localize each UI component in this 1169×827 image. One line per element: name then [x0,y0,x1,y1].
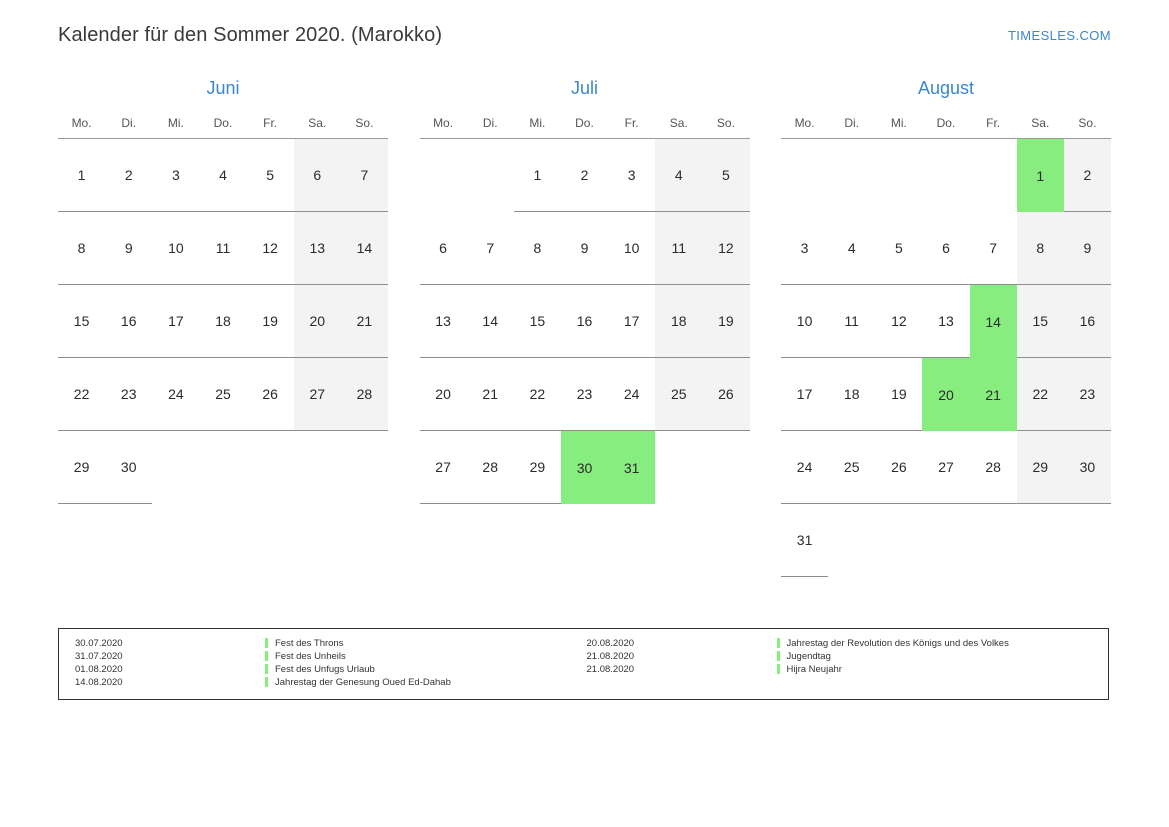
week-row [781,431,1111,504]
day-cell[interactable]: 17 [608,285,655,358]
day-cell[interactable]: 13 [420,285,467,358]
day-cell[interactable]: 2 [105,139,152,213]
day-cell-empty [341,431,388,504]
legend-date: 21.08.2020 [586,651,635,662]
day-cell[interactable]: 21 [341,285,388,358]
weekday-header: So. [1064,115,1111,139]
legend-label: Hijra Neujahr [786,664,842,675]
month-block [58,78,388,577]
legend-column-right [587,637,1099,689]
day-cell[interactable]: 6 [922,212,969,285]
day-cell[interactable]: 9 [1064,212,1111,285]
day-cell-empty [1064,504,1111,577]
legend-color-swatch [777,638,780,648]
legend-label: Fest des Throns [275,638,344,649]
day-cell[interactable]: 5 [702,139,749,213]
weekday-header: Fr. [608,115,655,139]
day-cell[interactable]: 11 [199,212,246,285]
day-cell[interactable]: 2 [561,139,608,213]
legend-date: 21.08.2020 [586,664,635,675]
week-row [781,358,1111,431]
day-cell-empty [702,431,749,504]
week-row [781,504,1111,577]
weekday-header: Do. [561,115,608,139]
day-cell[interactable]: 26 [702,358,749,431]
day-cell[interactable]: 15 [514,285,561,358]
legend-date: 01.08.2020 [75,664,123,675]
day-cell[interactable]: 17 [781,358,828,431]
weekday-header: So. [341,115,388,139]
day-cell[interactable]: 27 [420,431,467,504]
day-cell[interactable]: 12 [702,212,749,285]
day-cell-empty [294,431,341,504]
day-cell[interactable]: 23 [1064,358,1111,431]
month-name: Juni [206,78,240,98]
weekday-header: Di. [467,115,514,139]
day-cell[interactable]: 24 [781,431,828,504]
day-cell[interactable]: 4 [828,212,875,285]
day-cell[interactable]: 19 [247,285,294,358]
weekday-header: Sa. [655,115,702,139]
day-cell[interactable]: 19 [702,285,749,358]
day-cell[interactable]: 13 [294,212,341,285]
day-cell[interactable]: 14 [467,285,514,358]
day-cell[interactable]: 21 [467,358,514,431]
page-title: Kalender für den Sommer 2020. (Marokko) [58,23,443,46]
day-cell[interactable]: 31 [781,504,828,577]
day-cell[interactable]: 30 [105,431,152,504]
legend-color-swatch [265,664,268,674]
day-cell[interactable]: 9 [561,212,608,285]
day-cell[interactable]: 23 [105,358,152,431]
day-cell-holiday[interactable]: 14 [970,285,1017,358]
day-cell[interactable]: 27 [922,431,969,504]
day-cell[interactable]: 25 [199,358,246,431]
week-row [420,139,750,213]
legend-color-swatch [265,651,268,661]
day-cell[interactable]: 13 [922,285,969,358]
day-cell[interactable]: 1 [58,139,105,213]
legend-item [587,650,1099,663]
day-cell-empty [1017,504,1064,577]
day-cell[interactable]: 10 [608,212,655,285]
weekday-header: Do. [199,115,246,139]
month-table [420,115,750,504]
day-cell-holiday[interactable]: 20 [922,358,969,431]
day-cell[interactable]: 6 [420,212,467,285]
day-cell[interactable]: 19 [875,358,922,431]
week-row [781,285,1111,358]
weekday-header: Fr. [247,115,294,139]
legend-date: 30.07.2020 [75,638,123,649]
day-cell-empty [970,139,1017,213]
day-cell-empty [875,139,922,213]
week-row [58,358,388,431]
legend-item [587,637,1099,650]
day-cell[interactable]: 28 [970,431,1017,504]
day-cell-empty [152,431,199,504]
day-cell-empty [828,139,875,213]
day-cell[interactable]: 16 [105,285,152,358]
day-cell-holiday[interactable]: 1 [1017,139,1064,213]
weekday-header: Mo. [58,115,105,139]
legend-date: 31.07.2020 [75,651,123,662]
month-table [58,115,388,504]
day-cell-holiday[interactable]: 31 [608,431,655,504]
legend-label: Jahrestag der Genesung Oued Ed-Dahab [275,677,451,688]
day-cell[interactable]: 18 [828,358,875,431]
weekday-header: Mi. [514,115,561,139]
weekday-header: Do. [922,115,969,139]
weekday-header: Mo. [420,115,467,139]
month-table [781,115,1111,577]
weekday-header-row [58,115,388,139]
month-block [420,78,750,577]
day-cell[interactable]: 4 [199,139,246,213]
day-cell-empty [467,139,514,213]
legend-color-swatch [777,651,780,661]
day-cell[interactable]: 11 [828,285,875,358]
day-cell[interactable]: 8 [1017,212,1064,285]
day-cell[interactable]: 8 [514,212,561,285]
day-cell[interactable]: 17 [152,285,199,358]
day-cell-empty [828,504,875,577]
day-cell[interactable]: 28 [467,431,514,504]
legend-item [75,637,587,650]
legend-label: Jahrestag der Revolution des Königs und des Volkes [786,638,1009,649]
page-header [58,18,1111,52]
week-row [58,212,388,285]
week-row [420,358,750,431]
day-cell-empty [922,139,969,213]
day-cell[interactable]: 11 [655,212,702,285]
day-cell[interactable]: 12 [247,212,294,285]
month-name: Juli [570,78,598,98]
day-cell[interactable]: 10 [152,212,199,285]
legend-item [75,676,587,689]
week-row [420,431,750,504]
day-cell[interactable]: 9 [105,212,152,285]
day-cell-empty [247,431,294,504]
day-cell[interactable]: 25 [828,431,875,504]
day-cell[interactable]: 12 [875,285,922,358]
day-cell-empty [420,139,467,213]
legend-item [587,663,1099,676]
weekday-header: Fr. [970,115,1017,139]
week-row [781,212,1111,285]
legend-label: Fest des Unheils [275,651,346,662]
day-cell[interactable]: 15 [1017,285,1064,358]
day-cell[interactable]: 4 [655,139,702,213]
day-cell[interactable]: 1 [514,139,561,213]
day-cell[interactable]: 23 [561,358,608,431]
legend-item [75,650,587,663]
day-cell[interactable]: 29 [58,431,105,504]
day-cell[interactable]: 22 [1017,358,1064,431]
week-row [58,139,388,213]
week-row [781,139,1111,213]
legend-color-swatch [265,638,268,648]
weekday-header: Mi. [152,115,199,139]
weekday-header-row [781,115,1111,139]
day-cell-holiday[interactable]: 30 [561,431,608,504]
weekday-header: Di. [828,115,875,139]
day-cell[interactable]: 24 [152,358,199,431]
day-cell[interactable]: 8 [58,212,105,285]
week-row [58,285,388,358]
day-cell-empty [875,504,922,577]
day-cell[interactable]: 22 [58,358,105,431]
day-cell[interactable]: 20 [294,285,341,358]
day-cell[interactable]: 14 [341,212,388,285]
month-name: August [917,78,975,98]
day-cell[interactable]: 18 [655,285,702,358]
weekday-header: Mo. [781,115,828,139]
day-cell[interactable]: 22 [514,358,561,431]
day-cell[interactable]: 16 [1064,285,1111,358]
weekday-header: So. [702,115,749,139]
legend-date: 20.08.2020 [586,638,635,649]
weekday-header: Sa. [1017,115,1064,139]
day-cell[interactable]: 7 [341,139,388,213]
months-container [58,78,1111,577]
day-cell[interactable]: 27 [294,358,341,431]
legend-label: Fest des Unfugs Urlaub [275,664,375,675]
day-cell[interactable]: 5 [875,212,922,285]
day-cell[interactable]: 5 [247,139,294,213]
day-cell[interactable]: 6 [294,139,341,213]
weekday-header: Mi. [875,115,922,139]
day-cell[interactable]: 3 [152,139,199,213]
day-cell[interactable]: 26 [875,431,922,504]
day-cell-empty [655,431,702,504]
day-cell[interactable]: 15 [58,285,105,358]
week-row [58,431,388,504]
day-cell[interactable]: 3 [608,139,655,213]
day-cell[interactable]: 29 [514,431,561,504]
day-cell[interactable]: 26 [247,358,294,431]
day-cell[interactable]: 10 [781,285,828,358]
day-cell-empty [781,139,828,213]
legend-color-swatch [777,664,780,674]
legend-date: 14.08.2020 [75,677,123,688]
day-cell[interactable]: 20 [420,358,467,431]
legend-box [58,628,1109,700]
week-row [420,212,750,285]
day-cell[interactable]: 7 [467,212,514,285]
day-cell-empty [970,504,1017,577]
month-block [781,78,1111,577]
day-cell[interactable]: 29 [1017,431,1064,504]
legend-item [75,663,587,676]
day-cell[interactable]: 24 [608,358,655,431]
legend-color-swatch [265,677,268,687]
day-cell[interactable]: 16 [561,285,608,358]
day-cell-empty [922,504,969,577]
day-cell[interactable]: 2 [1064,139,1111,213]
day-cell-empty [199,431,246,504]
day-cell[interactable]: 7 [970,212,1017,285]
day-cell[interactable]: 28 [341,358,388,431]
week-row [420,285,750,358]
day-cell[interactable]: 30 [1064,431,1111,504]
day-cell[interactable]: 18 [199,285,246,358]
brand-link[interactable]: TIMESLES.COM [1007,27,1111,43]
weekday-header: Di. [105,115,152,139]
day-cell-holiday[interactable]: 21 [970,358,1017,431]
day-cell[interactable]: 3 [781,212,828,285]
weekday-header: Sa. [294,115,341,139]
legend-label: Jugendtag [786,651,831,662]
weekday-header-row [420,115,750,139]
day-cell[interactable]: 25 [655,358,702,431]
legend-column-left [75,637,587,689]
